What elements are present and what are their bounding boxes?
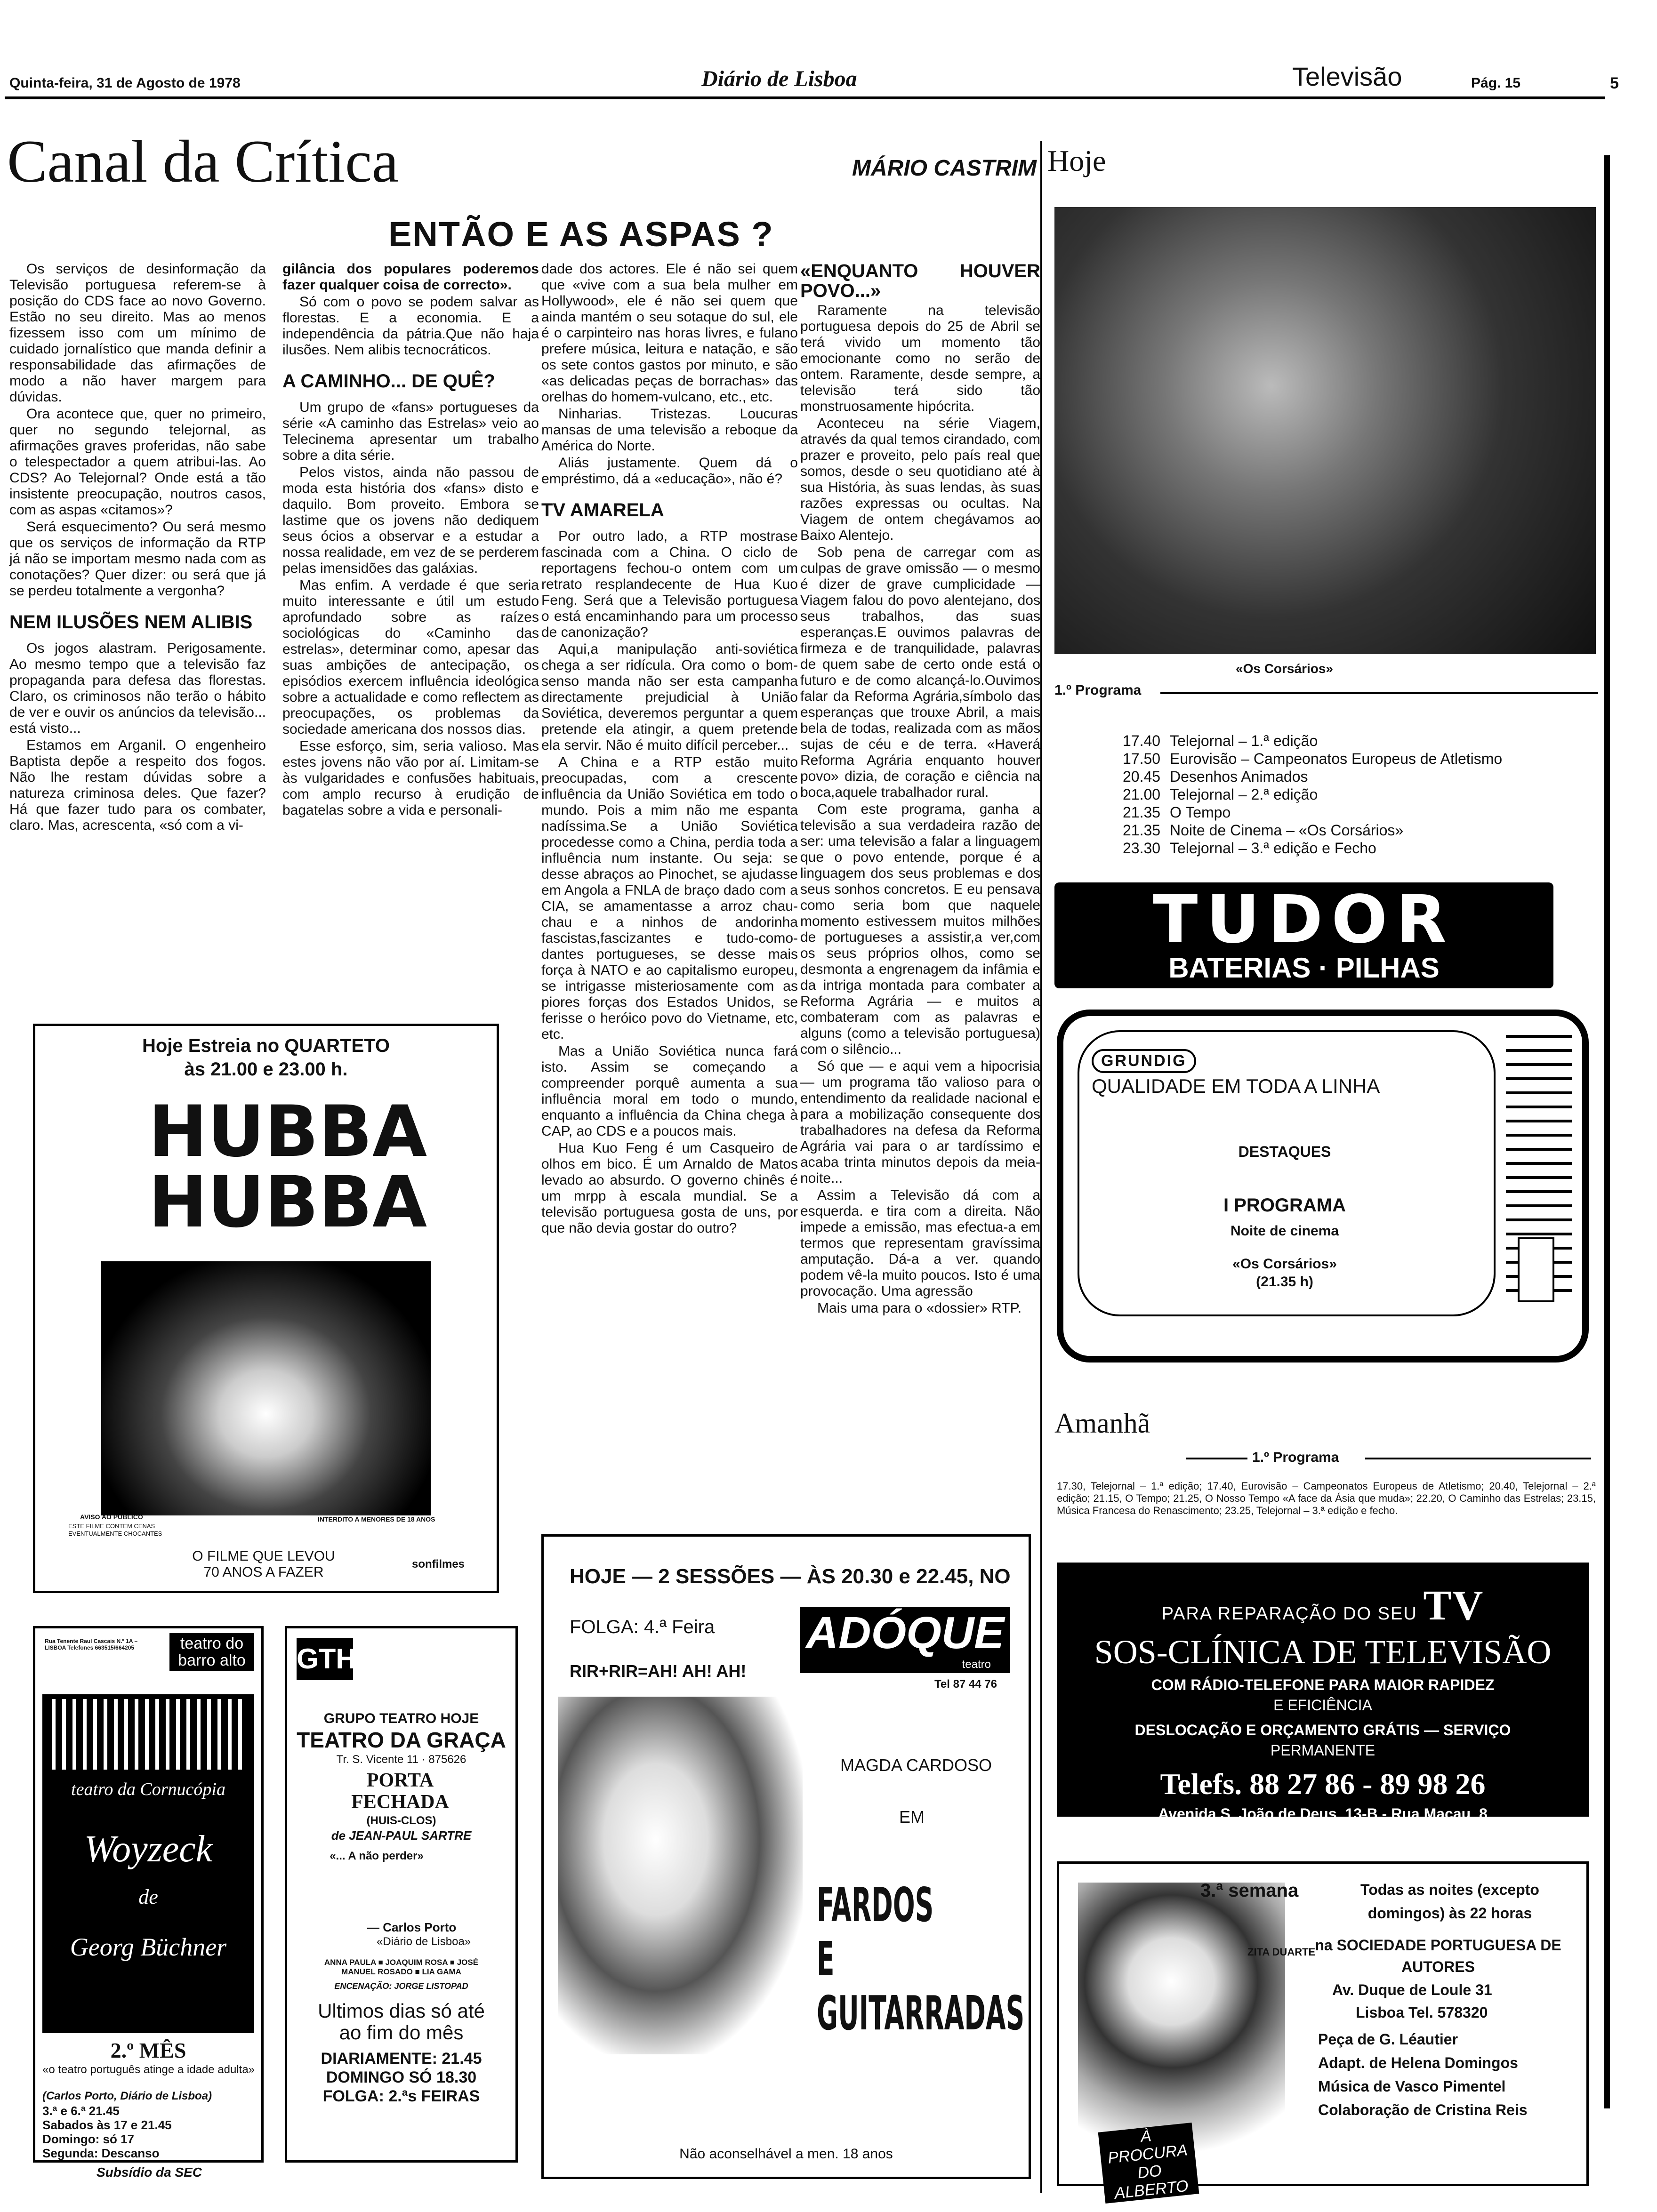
grundig-destaques: DESTAQUES bbox=[1238, 1143, 1331, 1160]
schedule-show: Telejornal – 2.ª edição bbox=[1170, 786, 1318, 803]
tudor-tagline: BATERIAS · PILHAS bbox=[1168, 952, 1440, 984]
amanha-text: 17.30, Telejornal – 1.ª edição; 17.40, Eurovisão – Campeonatos Europeus de Atletismo; 20.40, Telejornal – 2.ª edição; 21.15, O Tempo; 21.25, O Nosso Tempo «A face da Ásia que muda»; 22.20, O Caminho das Estrelas; 23.15, Música Francesa do Renascimento; 23.25, Telejornal – 3.ª edição e fecho. bbox=[1057, 1480, 1596, 1516]
paragraph: Ora acontece que, quer no primeiro, quer no segundo telejornal, as afirmações graves proferidas, não sabe o telespectador a quem atribui-las. Ao CDS? Ao Telejornal? Onde está a tão insistente preocupação, noutros casos, com as aspas «citamos»? bbox=[9, 406, 266, 518]
schedule-row bbox=[1123, 785, 1502, 803]
subheading: A CAMINHO... DE QUÊ? bbox=[282, 371, 495, 392]
subheading: TV AMARELA bbox=[541, 500, 664, 521]
hubba-title: HUBBA HUBBA bbox=[148, 1091, 427, 1243]
corsarios-photo bbox=[1054, 207, 1596, 654]
schedule-show: O Tempo bbox=[1170, 804, 1231, 821]
paragraph: Aqui,a manipulação anti-soviética chega a ser ridícula. Ora como o bom-senso manda não ser esta campanha directamente prejudicial à União Soviética, deveremos perguntar a quem pretende ela atingir, a quem pretende ela servir. Não é muito difícil perceber... bbox=[541, 641, 798, 753]
tv-screen bbox=[1078, 1030, 1496, 1316]
alberto-ad bbox=[1057, 1861, 1589, 2203]
schedule-show: Desenhos Animados bbox=[1170, 768, 1308, 785]
alberto-illustration bbox=[1078, 1883, 1285, 2165]
gth-logo: GTH bbox=[297, 1638, 353, 1680]
paragraph: Estamos em Arganil. O engenheiro Baptista depõe a respeito dos fogos. Não lhe restam dúvidas sobre a natureza criminosa deles. Que fazer? Há que fazer tudo para os combater, claro. Mas, acrescenta, «só com a vi- bbox=[9, 737, 266, 833]
sos-clinica-ad bbox=[1057, 1563, 1589, 1822]
alberto-title: À PROCURA DO ALBERTO bbox=[1098, 2123, 1199, 2204]
article-col-2 bbox=[282, 261, 539, 819]
graca-address: Tr. S. Vicente 11 · 875626 bbox=[336, 1753, 467, 1766]
article-col-4 bbox=[800, 261, 1040, 1317]
page-number: 5 bbox=[1610, 74, 1619, 92]
subheading: NEM ILUSÕES NEM ALIBIS bbox=[9, 612, 253, 633]
paragraph: Sob pena de carregar com as culpas de grave omissão — o mesmo é dizer de grave cumplicidade — Viagem falou do povo alentejano, dos seus trabalhos, das suas esperanças.E ouvimos palavras de firmeza e de tranquilidade, palavras de quem sabe de certo onde está o futuro e de como alcançá-lo.Ouvimos falar da Reforma Agrária,símbolo das esperanças que trouxe Abril, a mais bela de todas, realizada com as mãos sujas de céu e de terra. «Haverá Reforma Agrária enquanto houver povo» dizia, de coração e ciência na boca,aquele trabalhador rural. bbox=[800, 545, 1040, 800]
tudor-brand: TUDOR bbox=[1152, 882, 1456, 958]
adoque-rir: RIR+RIR=AH! AH! AH! bbox=[570, 1661, 747, 1681]
graca-theatre: TEATRO DA GRAÇA bbox=[297, 1728, 506, 1752]
grundig-programa: I PROGRAMA bbox=[1223, 1195, 1346, 1216]
quarteto-line2: às 21.00 e 23.00 h. bbox=[184, 1059, 348, 1080]
graca-d2: DOMINGO SÓ 18.30 bbox=[326, 2068, 477, 2086]
graca-paper: «Diário de Lisboa» bbox=[377, 1935, 471, 1948]
barro-sched-3: Domingo: só 17 bbox=[42, 2132, 135, 2146]
adoque-logo-sub: teatro bbox=[962, 1658, 991, 1671]
paragraph: Só que — e aqui vem a hipocrisia — um programa tão valioso para o entendimento da realidade nacional e para a mobilização consequente dos trabalhadores na defesa da Reforma Agrária vai para o ar tardíssimo e acaba trinta minutos depois da meia-noite... bbox=[800, 1058, 1040, 1186]
paragraph: Mas a União Soviética nunca fará isto. Assim se começando a compreender porquê aumenta a sua influência moral em todo o mundo, enquanto a influência da China chega à CAP, ao CDS e a poucos mais. bbox=[541, 1043, 798, 1139]
quarteto-line1: Hoje Estreia no QUARTETO bbox=[142, 1035, 390, 1056]
graca-last: Ultimos dias só até ao fim do mês bbox=[318, 2000, 485, 2044]
graca-d3: FOLGA: 2.ªs FEIRAS bbox=[322, 2087, 480, 2105]
hubba-hubba-ad bbox=[33, 1024, 499, 1593]
adoque-tel: Tel 87 44 76 bbox=[934, 1678, 997, 1691]
paragraph: Aliás justamente. Quem dá o empréstimo, dá a «educação», não é? bbox=[541, 455, 798, 487]
barro-address: Rua Tenente Raul Cascais N.º 1A – LISBOA Telefones 663515/664205 bbox=[45, 1638, 138, 1651]
schedule-time: 23.30 bbox=[1123, 840, 1161, 857]
schedule-row bbox=[1123, 750, 1502, 768]
barro-sched-4: Segunda: Descanso bbox=[42, 2146, 160, 2160]
cornucopia-title: teatro da Cornucópia bbox=[71, 1779, 225, 1799]
paragraph: Assim a Televisão dá com a esquerda. e tira com a direita. Não impede a emissão, mas efectua-a em termos que representam gravíssima amputação. Dá-a a ver. quando podem vê-la muito poucos. Isto é uma provocação. Uma agressão bbox=[800, 1187, 1040, 1299]
hubba-tagline: O FILME QUE LEVOU 70 ANOS A FAZER bbox=[192, 1548, 335, 1580]
alberto-line1: Todas as noites (excepto domingos) às 22 horas bbox=[1360, 1881, 1539, 1922]
adoque-top: HOJE — 2 SESSÕES — ÀS 20.30 e 22.45, NO bbox=[570, 1565, 1011, 1588]
barro-sched-2: Sabados às 17 e 21.45 bbox=[42, 2118, 172, 2132]
schedule-show: Eurovisão – Campeonatos Europeus de Atletismo bbox=[1170, 750, 1503, 767]
grundig-hora: (21.35 h) bbox=[1256, 1274, 1313, 1290]
amanha-rule-left bbox=[1186, 1458, 1247, 1459]
paragraph: Mais uma para o «dossier» RTP. bbox=[817, 1300, 1022, 1316]
paragraph: A China e a RTP estão muito preocupadas, com a crescente influência da União Soviética em todo o mundo. Pois a mim não me espanta nadíssima.Se a União Soviética procedesse como a China, perdia toda a influência num instante. Ou seja: se desse abraços ao Pinochet, se ajudasse em Angola a FNLA de braço dado com a CIA, se amamentasse a arroz chau-chau e a ninhos de andorinha fascistas,fascizantes e tudo-como-dantes portugueses, se desse mais força à NATO e ao capitalismo europeu, se intrigasse misteriosamente com as piores forças dos Estados Unidos, se ferisse o heróico povo do Vietname, etc, etc. bbox=[541, 754, 798, 1042]
sos-line5: PERMANENTE bbox=[1270, 1742, 1375, 1759]
schedule-time: 21.35 bbox=[1123, 804, 1161, 821]
alberto-line2: na SOCIEDADE PORTUGUESA DE AUTORES bbox=[1315, 1937, 1561, 1975]
schedule-show: Telejornal – 3.ª edição e Fecho bbox=[1170, 840, 1376, 857]
tudor-ad bbox=[1054, 882, 1553, 988]
barro-quote-src: (Carlos Porto, Diário de Lisboa) bbox=[42, 2090, 212, 2102]
adoque-star: MAGDA CARDOSO bbox=[840, 1755, 992, 1775]
graca-author: de JEAN-PAUL SARTRE bbox=[331, 1828, 472, 1843]
sos-line2: COM RÁDIO-TELEFONE PARA MAIOR RAPIDEZ bbox=[1151, 1676, 1495, 1693]
adoque-logo bbox=[800, 1607, 1010, 1673]
graca-direction: ENCENAÇÃO: JORGE LISTOPAD bbox=[334, 1981, 468, 1991]
amanha-rule-right bbox=[1365, 1458, 1591, 1459]
schedule-row bbox=[1123, 839, 1502, 857]
adoque-show: FARDOS E GUITARRADAS bbox=[817, 1877, 1025, 2041]
adoque-logo-text: ADÓQUE bbox=[805, 1608, 1005, 1658]
paragraph: Com este programa, ganha a televisão a sua verdadeira razão de ser: uma televisão a falar a linguagem que o povo entende, porque é a linguagem dos seus problemas e dos seus sonhos concretos. E eu pensava como seria bom que naquele momento estivessem muitos milhões de portugueses a assistir,a ver,com os seus próprios olhos, como se desmonta a engrenagem da infâmia e da intriga montada para combater a Reforma Agrária — e muitos a combateram com as palavras e alguns (como a televisão portuguesa) com o silêncio... bbox=[800, 801, 1040, 1057]
buchner-name: Georg Büchner bbox=[70, 1933, 227, 1961]
cornucopia-block bbox=[42, 1694, 254, 2033]
paragraph: Aconteceu na série Viagem, através da qual temos cirandado, com prazer e proveito, pelo país real que somos, desde o seu quotidiano até à sua História, às suas lendas, às suas razões expressas ou ocultas. Na Viagem de ontem chegávamos ao Baixo Alentejo. bbox=[800, 416, 1040, 543]
page-edge-rule bbox=[1604, 155, 1610, 2108]
adoque-warning: Não aconselhável a men. 18 anos bbox=[679, 2146, 893, 2162]
paragraph: Mas enfim. A verdade é que seria muito interessante e útil um estudo aprofundado sobre as raízes sociológicas do «Caminho das estrelas», determinar como, apesar das suas ambições de antecipação, os episódios exercem influência ideológica sobre a actualidade e como reflectem as preocupações, os problemas da sociedade americana dos nossos dias. bbox=[282, 577, 539, 737]
programa-label: 1.º Programa bbox=[1054, 682, 1142, 698]
graca-quote: «... A não perder» bbox=[330, 1850, 424, 1862]
masthead: Diário de Lisboa bbox=[701, 66, 857, 91]
paragraph: Raramente na televisão portuguesa depois do 25 de Abril se terá vivido um momento tão emocionante como no serão de ontem. Raramente, desde sempre, a televisão terá sido tão monstruosamente hipócrita. bbox=[800, 303, 1040, 414]
grundig-slogan: QUALIDADE EM TODA A LINHA bbox=[1092, 1075, 1380, 1097]
hoje-title: Hoje bbox=[1047, 144, 1106, 177]
sos-address: Avenida S. João de Deus, 13-B - Rua Macau, 8 bbox=[1158, 1805, 1488, 1822]
schedule-row bbox=[1123, 803, 1502, 821]
sos-line3: E EFICIÊNCIA bbox=[1273, 1697, 1372, 1714]
grundig-logo: GRUNDIG bbox=[1092, 1049, 1196, 1073]
alberto-line4: Lisboa Tel. 578320 bbox=[1356, 2004, 1488, 2021]
sonfilmes-logo: sonfilmes bbox=[412, 1558, 465, 1571]
schedule-time: 21.00 bbox=[1123, 786, 1161, 803]
paragraph: Os serviços de desinformação da Televisão portuguesa referem-se à posição do CDS face ao novo Governo. Estão no seu direito. Mas ao menos fizessem isso com um mínimo de cuidado jornalístico que manda definir a responsabilidade das afirmações de modo a não haver margem para dúvidas. bbox=[9, 261, 266, 405]
barro-sched-1: 3.ª e 6.ª 21.45 bbox=[42, 2104, 120, 2118]
alberto-line3: Av. Duque de Loule 31 bbox=[1332, 1981, 1492, 1998]
section-title: Televisão bbox=[1292, 62, 1402, 91]
graca-play: PORTA FECHADA bbox=[351, 1770, 449, 1813]
alberto-line8: Colaboração de Cristina Reis bbox=[1318, 2101, 1528, 2118]
tv-knob bbox=[1518, 1237, 1554, 1302]
schedule-row bbox=[1123, 821, 1502, 839]
grundig-filme: «Os Corsários» bbox=[1232, 1256, 1337, 1272]
paragraph: Por outro lado, a RTP mostrase fascinada com a China. O ciclo de reportagens fechou-o ontem com um retrato resplandecente de Hua Kuo Feng. Será que a Televisão portuguesa o está encaminhando para um processo de canonização? bbox=[541, 529, 798, 640]
paragraph: Hua Kuo Feng é um Casqueiro de olhos em bico. É um Arnaldo de Matos levado ao absurdo. O governo chinês é um mrpp à escala mundial. Se a televisão portuguesa gosta de uns, por que não devia gostar do outro? bbox=[541, 1140, 798, 1236]
sos-line1 bbox=[1057, 1581, 1589, 1630]
page-label: Pág. 15 bbox=[1471, 75, 1521, 91]
programa-rule bbox=[1160, 692, 1598, 694]
column-title: Canal da Crítica bbox=[7, 128, 399, 195]
paragraph: Um grupo de «fans» portugueses da série «A caminho das Estrelas» veio ao Telecinema apresentar um trabalho sobre a dita série. bbox=[282, 400, 539, 463]
paragraph: Só com o povo se podem salvar as florestas. E a economia. E a independência da pátria.Que não haja ilusões. Nem alibis tecnocráticos. bbox=[282, 294, 539, 358]
schedule-row bbox=[1123, 732, 1502, 750]
schedule-time: 17.40 bbox=[1123, 732, 1161, 749]
column-divider bbox=[1040, 141, 1042, 2193]
sos-tv: TV bbox=[1423, 1582, 1484, 1629]
barro-month: 2.º MÊS bbox=[110, 2038, 186, 2062]
paragraph: Os jogos alastram. Perigosamente. Ao mesmo tempo que a televisão faz propaganda para defesa das florestas. Claro, os criminosos não terão o hábito de ver e ouvir os anúncios da televisão... está visto... bbox=[9, 641, 266, 736]
photo-caption: «Os Corsários» bbox=[1236, 661, 1333, 676]
barro-de: de bbox=[138, 1885, 158, 1908]
alberto-actress: ZITA DUARTE bbox=[1247, 1946, 1316, 1958]
hubba-illustration bbox=[101, 1261, 431, 1515]
paragraph: Pelos vistos, ainda não passou de moda esta história dos «fans» disto e daquilo. Bom proveito. Embora se lastime que os jovens não dediquem seus ócios a observar e a estudar a nossa realidade, em vez de se perderem pelas imensidões das galáxias. bbox=[282, 465, 539, 576]
adoque-ad bbox=[541, 1534, 1031, 2179]
schedule-show: Telejornal – 1.ª edição bbox=[1170, 732, 1318, 749]
header-rule bbox=[5, 96, 1605, 99]
article-col-1 bbox=[9, 261, 266, 834]
barro-quote: «o teatro português atinge a idade adulta» bbox=[42, 2063, 255, 2076]
alberto-line6: Adapt. de Helena Domingos bbox=[1318, 2054, 1518, 2071]
alberto-week: 3.ª semana bbox=[1200, 1880, 1299, 1901]
sos-line4: DESLOCAÇÃO E ORÇAMENTO GRÁTIS — SERVIÇO bbox=[1134, 1722, 1511, 1739]
author-name: MÁRIO CASTRIM bbox=[852, 156, 1037, 181]
grundig-noite: Noite de cinema bbox=[1230, 1223, 1339, 1239]
paragraph: Esse esforço, sim, seria valioso. Mas estes jovens não vão por aí. Limitam-se às vulgaridades e confusões habituais, com amplo recurso à erudição de bagatelas sobre a vida e personali- bbox=[282, 738, 539, 818]
article-col-3 bbox=[541, 261, 798, 1237]
alberto-line7: Música de Vasco Pimentel bbox=[1318, 2078, 1506, 2095]
schedule-time: 21.35 bbox=[1123, 822, 1161, 839]
schedule-time: 20.45 bbox=[1123, 768, 1161, 785]
schedule-row bbox=[1123, 768, 1502, 785]
graca-d1: DIARIAMENTE: 21.45 bbox=[321, 2050, 482, 2068]
aviso-text: ESTE FILME CONTEM CENAS EVENTUALMENTE CHOCANTES bbox=[68, 1523, 162, 1537]
paragraph: Ninharias. Tristezas. Loucuras mansas de uma televisão a reboque da América do Norte. bbox=[541, 406, 798, 454]
sos-line1-text: PARA REPARAÇÃO DO SEU bbox=[1161, 1604, 1417, 1624]
barro-alto-ad bbox=[33, 1626, 264, 2180]
paragraph: dade dos actores. Ele é não sei quem que «vive com a sua bela mulher em Hollywood», ele é não sei quem que ainda mantém o seu sotaque do sul, ele é o carpinteiro nas horas livres, e fulano prefere música, leitura e natação, e são os sete contos gastos por minuto, e são «as delicadas peças de borrachas» das orelhas do homem-vulcano, etc., etc. bbox=[541, 261, 798, 405]
amanha-title: Amanhã bbox=[1054, 1408, 1150, 1439]
graca-critic: — Carlos Porto bbox=[367, 1920, 457, 1934]
paragraph: gilância dos populares poderemos fazer qualquer coisa de correcto». bbox=[282, 261, 539, 293]
interdito-label: INTERDITO A MENORES DE 18 ANOS bbox=[318, 1515, 435, 1523]
woyzeck-title: Woyzeck bbox=[84, 1828, 213, 1870]
hoje-schedule bbox=[1123, 732, 1502, 857]
barro-subsidy: Subsídio da SEC bbox=[97, 2165, 202, 2180]
alberto-line5: Peça de G. Léautier bbox=[1318, 2031, 1458, 2048]
adoque-illustration bbox=[558, 1697, 803, 2054]
sos-title: SOS-CLÍNICA DE TELEVISÃO bbox=[1094, 1633, 1552, 1671]
crowd-illustration bbox=[52, 1699, 245, 1770]
graca-cast: ANNA PAULA ■ JOAQUIM ROSA ■ JOSÉ MANUEL ROSADO ■ LIA GAMA bbox=[324, 1958, 479, 1976]
barro-venue: teatro do barro alto bbox=[169, 1633, 254, 1671]
schedule-show: Noite de Cinema – «Os Corsários» bbox=[1170, 822, 1404, 839]
header-date: Quinta-feira, 31 de Agosto de 1978 bbox=[9, 75, 241, 91]
adoque-folga: FOLGA: 4.ª Feira bbox=[570, 1617, 715, 1637]
article-headline: ENTÃO E AS ASPAS ? bbox=[388, 215, 774, 254]
grundig-tv-ad bbox=[1057, 1010, 1589, 1362]
graca-play-sub: (HUIS-CLOS) bbox=[366, 1814, 436, 1827]
sos-phones: Telefs. 88 27 86 - 89 98 26 bbox=[1160, 1767, 1486, 1801]
aviso-label: AVISO AO PUBLICO bbox=[80, 1513, 143, 1521]
subheading: «ENQUANTO HOUVER POVO...» bbox=[800, 261, 1040, 301]
graca-group: GRUPO TEATRO HOJE bbox=[323, 1711, 479, 1726]
adoque-em: EM bbox=[899, 1807, 925, 1827]
schedule-time: 17.50 bbox=[1123, 750, 1161, 767]
teatro-graca-ad bbox=[285, 1626, 518, 2163]
amanha-programa: 1.º Programa bbox=[1252, 1450, 1339, 1465]
paragraph: Será esquecimento? Ou será mesmo que os serviços de informação da RTP já não se importam mesmo nada com as conotações? Quer dizer: ou será que já se perdeu totalmente a vergonha? bbox=[9, 519, 266, 599]
